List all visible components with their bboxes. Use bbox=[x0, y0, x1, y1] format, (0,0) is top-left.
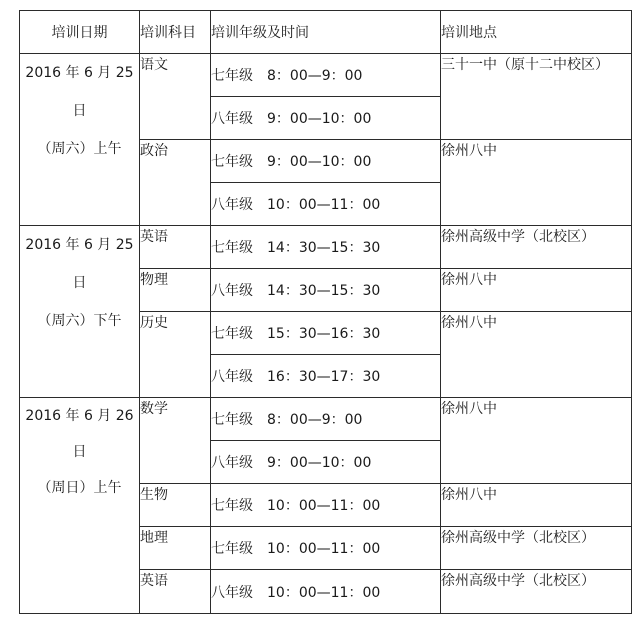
date-cell-june-25-morning bbox=[20, 54, 140, 226]
date-line: 2016 年 6 月 26 bbox=[25, 408, 134, 424]
grade-label: 八年级 bbox=[211, 455, 253, 471]
training-schedule-table bbox=[19, 10, 632, 614]
session-cell bbox=[211, 269, 441, 312]
grade-label: 七年级 bbox=[211, 412, 253, 428]
subject-cell: 物理 bbox=[140, 269, 211, 312]
date-cell-june-25-afternoon bbox=[20, 226, 140, 398]
session-cell bbox=[211, 183, 441, 226]
subject-cell: 数学 bbox=[140, 398, 211, 484]
date-line: （周日）上午 bbox=[37, 480, 122, 496]
session-cell bbox=[211, 97, 441, 140]
grade-label: 八年级 bbox=[211, 111, 253, 127]
time-range: 9：00—10：00 bbox=[267, 154, 372, 170]
grade-label: 八年级 bbox=[211, 369, 253, 385]
header-location: 培训地点 bbox=[441, 11, 632, 54]
subject-cell: 生物 bbox=[140, 484, 211, 527]
time-range: 10：00—11：00 bbox=[267, 498, 381, 514]
time-range: 14：30—15：30 bbox=[267, 240, 381, 256]
table-row bbox=[20, 226, 632, 269]
location-cell: 徐州高级中学（北校区） bbox=[441, 226, 632, 269]
time-range: 9：00—10：00 bbox=[267, 455, 372, 471]
date-line: 2016 年 6 月 25 bbox=[25, 237, 134, 253]
time-range: 15：30—16：30 bbox=[267, 326, 381, 342]
location-cell: 徐州高级中学（北校区） bbox=[441, 570, 632, 614]
grade-label: 七年级 bbox=[211, 326, 253, 342]
session-cell bbox=[211, 355, 441, 398]
grade-label: 七年级 bbox=[211, 68, 253, 84]
date-cell-june-26-morning bbox=[20, 398, 140, 614]
location-cell: 徐州高级中学（北校区） bbox=[441, 527, 632, 570]
header-subject: 培训科目 bbox=[140, 11, 211, 54]
session-cell bbox=[211, 226, 441, 269]
date-line: 日 bbox=[72, 444, 87, 460]
time-range: 8：00—9：00 bbox=[267, 412, 363, 428]
session-cell bbox=[211, 484, 441, 527]
date-line: （周六）上午 bbox=[37, 141, 122, 157]
header-grade-time: 培训年级及时间 bbox=[211, 11, 441, 54]
session-cell bbox=[211, 527, 441, 570]
session-cell bbox=[211, 140, 441, 183]
header-date: 培训日期 bbox=[20, 11, 140, 54]
location-cell: 徐州八中 bbox=[441, 269, 632, 312]
subject-cell: 英语 bbox=[140, 226, 211, 269]
date-line: 2016 年 6 月 25 bbox=[25, 65, 134, 81]
session-cell bbox=[211, 398, 441, 441]
time-range: 10：00—11：00 bbox=[267, 197, 381, 213]
session-cell bbox=[211, 570, 441, 614]
grade-label: 七年级 bbox=[211, 541, 253, 557]
session-cell bbox=[211, 441, 441, 484]
session-cell bbox=[211, 312, 441, 355]
location-cell: 徐州八中 bbox=[441, 398, 632, 484]
grade-label: 八年级 bbox=[211, 283, 253, 299]
grade-label: 七年级 bbox=[211, 240, 253, 256]
table-row bbox=[20, 398, 632, 441]
subject-cell: 地理 bbox=[140, 527, 211, 570]
time-range: 10：00—11：00 bbox=[267, 584, 381, 601]
grade-label: 七年级 bbox=[211, 498, 253, 514]
grade-label: 八年级 bbox=[211, 584, 253, 601]
subject-cell: 语文 bbox=[140, 54, 211, 140]
time-range: 9：00—10：00 bbox=[267, 111, 372, 127]
session-cell bbox=[211, 54, 441, 97]
location-cell: 徐州八中 bbox=[441, 312, 632, 398]
location-cell: 徐州八中 bbox=[441, 484, 632, 527]
location-cell: 三十一中（原十二中校区） bbox=[441, 54, 632, 140]
grade-label: 七年级 bbox=[211, 154, 253, 170]
time-range: 16：30—17：30 bbox=[267, 369, 381, 385]
time-range: 14：30—15：30 bbox=[267, 283, 381, 299]
location-cell: 徐州八中 bbox=[441, 140, 632, 226]
time-range: 10：00—11：00 bbox=[267, 541, 381, 557]
subject-cell: 英语 bbox=[140, 570, 211, 614]
table-row bbox=[20, 54, 632, 97]
date-line: （周六）下午 bbox=[37, 313, 122, 329]
grade-label: 八年级 bbox=[211, 197, 253, 213]
time-range: 8：00—9：00 bbox=[267, 68, 363, 84]
header-row bbox=[20, 11, 632, 54]
date-line: 日 bbox=[72, 103, 87, 119]
date-line: 日 bbox=[72, 275, 87, 291]
subject-cell: 政治 bbox=[140, 140, 211, 226]
subject-cell: 历史 bbox=[140, 312, 211, 398]
